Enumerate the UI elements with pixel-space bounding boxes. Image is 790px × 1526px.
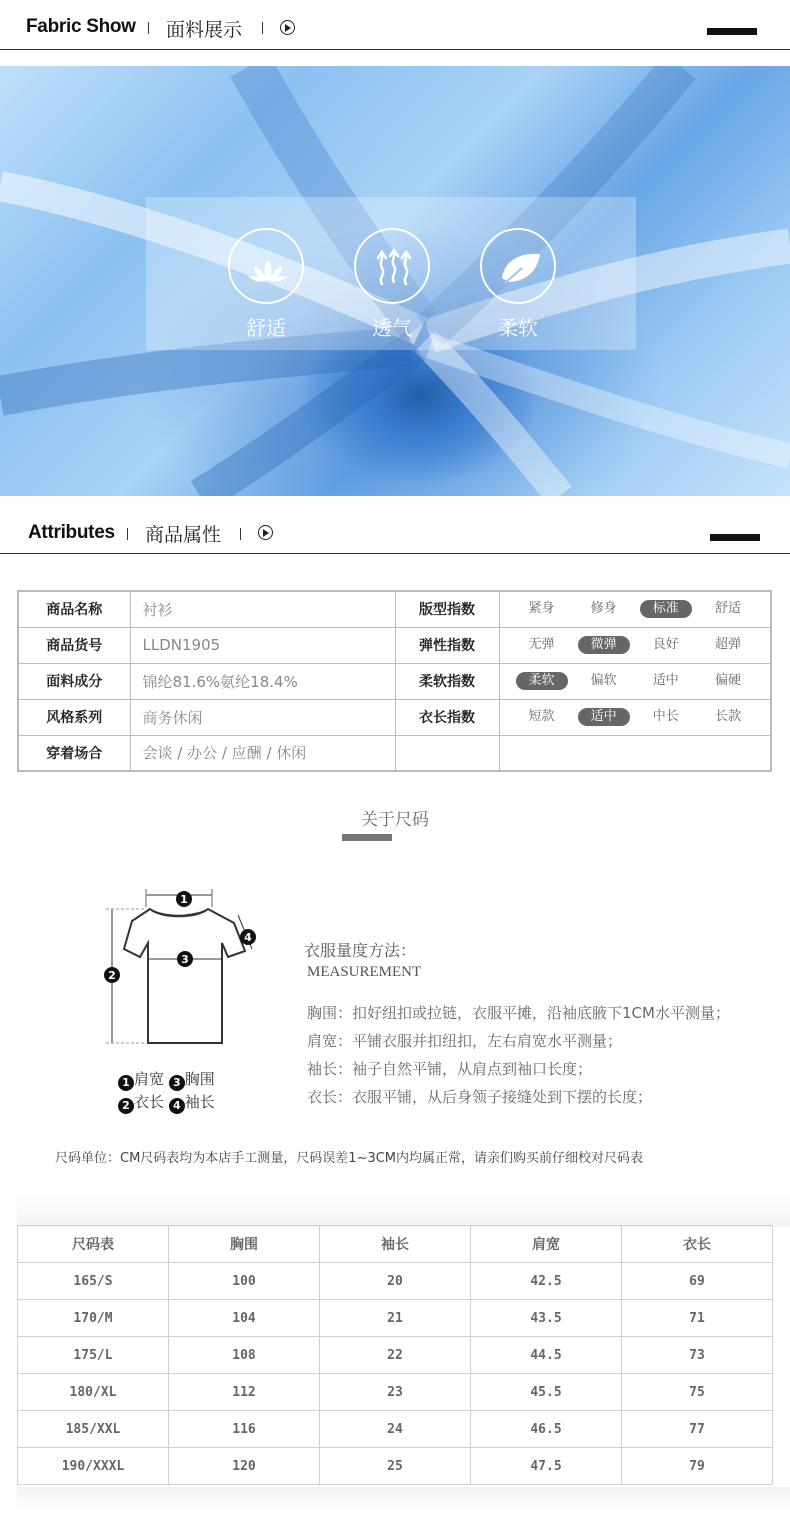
table-cell: 112 — [169, 1374, 320, 1411]
table-cell: 79 — [622, 1448, 773, 1485]
feature-breathable — [353, 228, 431, 341]
table-cell: 21 — [320, 1300, 471, 1337]
size-table-header — [18, 1226, 773, 1263]
table-cell: 120 — [169, 1448, 320, 1485]
title-underline — [342, 834, 392, 841]
table-cell: 24 — [320, 1411, 471, 1448]
attribute-key: 商品名称 — [18, 591, 130, 627]
index-option: 短款 — [528, 709, 555, 724]
feature-label: 舒适 — [246, 316, 286, 340]
feature-comfort — [227, 228, 305, 341]
table-cell: 71 — [622, 1300, 773, 1337]
index-option: 超弹 — [714, 637, 741, 652]
section-title-cn: 面料展示 — [166, 19, 243, 41]
measurement-line: 衣长：衣服平铺，从后身领子接缝处到下摆的长度； — [307, 1088, 653, 1106]
table-cell: 116 — [169, 1411, 320, 1448]
feature-panel — [146, 197, 636, 350]
column-header: 袖长 — [320, 1226, 471, 1263]
divider — [262, 22, 263, 34]
attribute-row — [18, 591, 771, 627]
table-row — [18, 1374, 773, 1411]
fabric-show-header — [0, 0, 790, 50]
table-cell: 180/XL — [18, 1374, 169, 1411]
header-bar — [710, 534, 760, 541]
feather-leaf-icon — [480, 228, 556, 304]
diagram-number-3: 3 — [181, 953, 189, 966]
table-row — [18, 1337, 773, 1374]
index-option: 长款 — [714, 709, 741, 724]
play-circle-icon — [280, 20, 295, 35]
index-options — [499, 627, 771, 663]
table-cell: 23 — [320, 1374, 471, 1411]
table-cell: 75 — [622, 1374, 773, 1411]
table-cell: 43.5 — [471, 1300, 622, 1337]
index-option: 紧身 — [528, 601, 555, 617]
index-option: 舒适 — [714, 601, 741, 617]
measure-legend-row-2: 2 衣长 4 袖长 — [118, 1091, 215, 1114]
table-cell: 165/S — [18, 1263, 169, 1300]
header-bar — [707, 28, 757, 35]
attributes-header — [0, 504, 790, 554]
table-cell: 46.5 — [471, 1411, 622, 1448]
legend-label: 袖长 — [184, 1093, 215, 1111]
index-option: 偏软 — [590, 673, 617, 688]
table-cell: 185/XXL — [18, 1411, 169, 1448]
table-row — [18, 1411, 773, 1448]
index-options — [499, 591, 771, 627]
table-row — [18, 1300, 773, 1337]
table-cell: 73 — [622, 1337, 773, 1374]
index-option: 偏硬 — [714, 673, 741, 688]
attributes-table — [17, 590, 772, 772]
index-option: 无弹 — [528, 637, 555, 652]
legend-label: 衣长 — [134, 1093, 165, 1111]
divider — [127, 528, 128, 540]
table-cell: 104 — [169, 1300, 320, 1337]
section-title-en: Attributes — [28, 522, 115, 543]
size-unit-note: 尺码单位：CM尺码表均为本店手工测量，尺码误差1~3CM内均属正常，请亲们购买前仔细校对尺码表 — [55, 1151, 644, 1166]
table-cell: 44.5 — [471, 1337, 622, 1374]
attribute-key: 面料成分 — [18, 663, 130, 699]
feature-label: 柔软 — [498, 316, 538, 340]
index-option-selected: 柔软 — [516, 672, 568, 690]
table-cell: 108 — [169, 1337, 320, 1374]
feature-soft — [479, 228, 557, 341]
index-name: 衣长指数 — [395, 699, 499, 735]
table-cell: 22 — [320, 1337, 471, 1374]
lotus-icon — [228, 228, 304, 304]
attribute-key: 穿着场合 — [18, 735, 130, 771]
diagram-number-1: 1 — [180, 893, 188, 906]
index-option: 适中 — [652, 673, 679, 688]
attribute-value: 衬衫 — [130, 591, 395, 627]
measurement-line: 袖长：袖子自然平铺，从肩点到袖口长度； — [307, 1060, 593, 1078]
index-options — [499, 735, 771, 771]
divider — [240, 528, 241, 540]
index-name: 版型指数 — [395, 591, 499, 627]
index-option-selected: 标准 — [640, 600, 692, 618]
airflow-arrows-icon — [354, 228, 430, 304]
legend-label: 胸围 — [184, 1070, 215, 1088]
table-cell: 77 — [622, 1411, 773, 1448]
column-header: 衣长 — [622, 1226, 773, 1263]
index-option: 良好 — [652, 637, 679, 652]
attribute-row — [18, 699, 771, 735]
table-row — [18, 1448, 773, 1485]
section-title-en: Fabric Show — [26, 16, 136, 37]
tshirt-diagram — [100, 885, 270, 1050]
measure-legend-row-1: 1 肩宽 3 胸围 — [118, 1068, 215, 1091]
diagram-number-4: 4 — [244, 931, 252, 944]
table-row — [18, 1263, 773, 1300]
table-cell: 170/M — [18, 1300, 169, 1337]
index-option-selected: 适中 — [578, 708, 630, 726]
table-cell: 42.5 — [471, 1263, 622, 1300]
table-cell: 20 — [320, 1263, 471, 1300]
measurement-title: 衣服量度方法： — [304, 941, 417, 960]
column-header: 胸围 — [169, 1226, 320, 1263]
index-options — [499, 699, 771, 735]
attribute-value: 商务休闲 — [130, 699, 395, 735]
legend-label: 肩宽 — [134, 1070, 165, 1088]
attribute-value: LLDN1905 — [130, 627, 395, 663]
attribute-value: 会谈 / 办公 / 应酬 / 休闲 — [130, 735, 395, 771]
index-name: 弹性指数 — [395, 627, 499, 663]
table-shadow-top — [17, 1195, 790, 1227]
index-option: 中长 — [652, 709, 679, 724]
diagram-number-2: 2 — [108, 969, 116, 982]
section-title-cn: 商品属性 — [145, 524, 222, 546]
attribute-row — [18, 663, 771, 699]
index-options — [499, 663, 771, 699]
attribute-key: 风格系列 — [18, 699, 130, 735]
column-header: 肩宽 — [471, 1226, 622, 1263]
attribute-value: 锦纶81.6%氨纶18.4% — [130, 663, 395, 699]
table-cell: 175/L — [18, 1337, 169, 1374]
measurement-title-en: MEASUREMENT — [307, 964, 422, 980]
table-cell: 69 — [622, 1263, 773, 1300]
measurement-line: 肩宽：平铺衣服并扣纽扣，左右肩宽水平测量； — [307, 1032, 623, 1050]
table-cell: 190/XXXL — [18, 1448, 169, 1485]
index-name — [395, 735, 499, 771]
attribute-row — [18, 627, 771, 663]
size-table — [17, 1225, 773, 1485]
table-cell: 25 — [320, 1448, 471, 1485]
play-circle-icon — [258, 525, 273, 540]
table-cell: 47.5 — [471, 1448, 622, 1485]
column-header: 尺码表 — [18, 1226, 169, 1263]
index-name: 柔软指数 — [395, 663, 499, 699]
measurement-line: 胸围：扣好纽扣或拉链，衣服平摊，沿袖底腋下1CM水平测量； — [307, 1004, 730, 1022]
size-section-title: 关于尺码 — [361, 810, 429, 830]
index-option-selected: 微弹 — [578, 636, 630, 654]
table-cell: 45.5 — [471, 1374, 622, 1411]
attribute-row — [18, 735, 771, 771]
feature-label: 透气 — [372, 316, 412, 340]
table-cell: 100 — [169, 1263, 320, 1300]
divider — [148, 22, 149, 34]
table-shadow-bottom — [17, 1487, 790, 1509]
fabric-image — [0, 66, 790, 496]
index-option: 修身 — [590, 601, 617, 617]
attribute-key: 商品货号 — [18, 627, 130, 663]
